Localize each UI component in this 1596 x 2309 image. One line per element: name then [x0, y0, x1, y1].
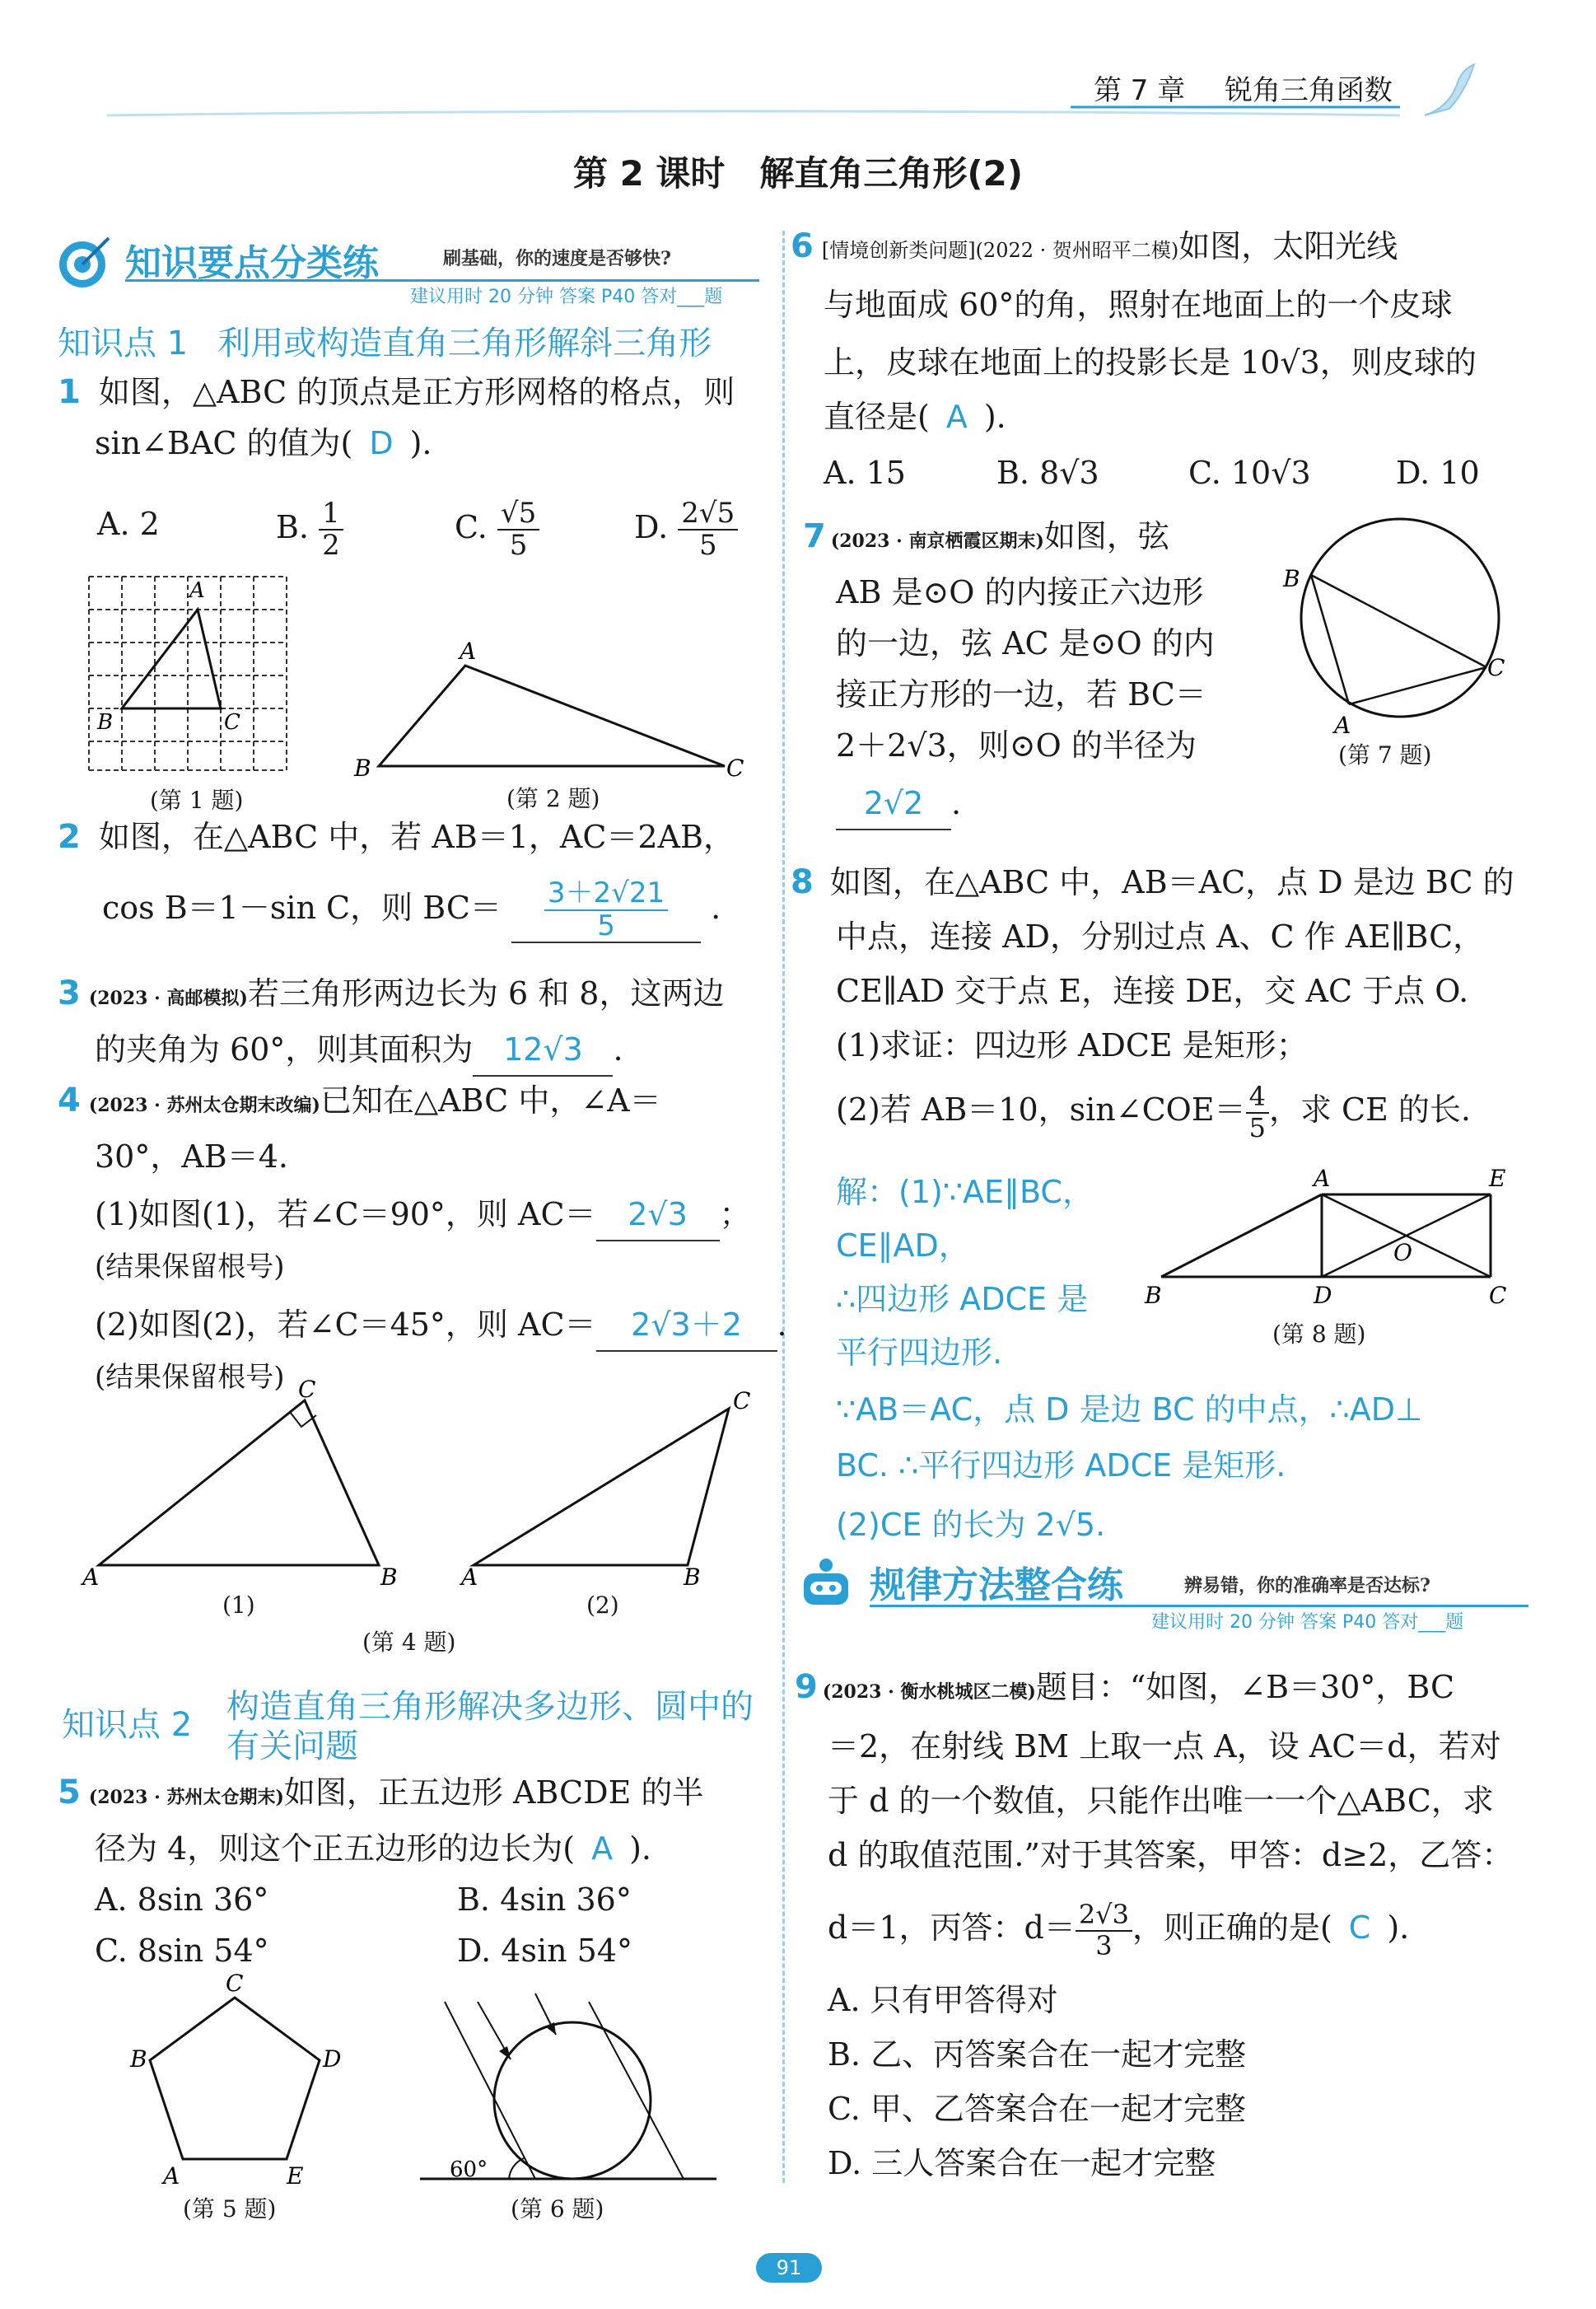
- figure-7-circle-chords: [1260, 511, 1532, 741]
- figure-2-caption: (第 2 题): [506, 785, 600, 812]
- q4-part1-answer: 2√3: [596, 1189, 720, 1241]
- svg-text:E: E: [287, 2162, 304, 2190]
- figure-6-caption: (第 6 题): [511, 2195, 604, 2223]
- figure-4-label-1: (1): [222, 1592, 255, 1619]
- figure-4-label-2: (2): [586, 1592, 619, 1619]
- q6-option-a: A. 15: [824, 455, 906, 491]
- svg-text:B: B: [130, 2045, 147, 2073]
- q5-option-c: C. 8sin 54°: [95, 1933, 269, 1969]
- q9-option-b: B. 乙、丙答案合在一起才完整: [828, 2036, 1247, 2073]
- figure-7-caption: (第 7 题): [1338, 741, 1432, 769]
- svg-text:D: D: [323, 2045, 342, 2073]
- figure-2-triangle: [346, 634, 758, 783]
- figure-8-rectangle: [1145, 1165, 1515, 1318]
- svg-text:B: B: [97, 710, 114, 735]
- q7-answer: 2√2: [836, 778, 951, 830]
- header-bar: [0, 49, 1596, 132]
- page-number: 91: [756, 2253, 822, 2283]
- section-header-basic: [56, 227, 764, 317]
- knowledge-point-2: 知识点 2 构造直角三角形解决多边形、圆中的 有关问题: [62, 1680, 770, 1755]
- column-divider: [782, 231, 785, 2183]
- section-meta-basic: 建议用时 20 分钟 答案 P40 答对___题: [410, 287, 723, 307]
- question-4: 4 (2023 · 苏州太仓期末改编)已知在△ABC 中，∠A＝ 30°，AB＝4. (1)如图(1)，若∠C＝90°，则 AC＝ 2√3 ； (结果保留根号) (2)如图(2)，若∠C＝45°，则 AC＝ 2√3＋2 . (结果保留根号): [58, 1082, 787, 1394]
- question-1: 1 如图，△ABC 的顶点是正方形网格的格点，则 sin∠BAC 的值为( D ). A. 2 B. $\frac{1}{2}$ C. $\frac{√5}{5}$ D. $\frac{2√5}{5}$: [58, 367, 766, 564]
- q9-option-c: C. 甲、乙答案合在一起才完整: [828, 2091, 1246, 2127]
- knowledge-point-2-title-line2: 有关问题: [226, 1727, 358, 1765]
- section-title-basic: 知识要点分类练: [125, 242, 379, 284]
- target-icon: [56, 235, 114, 292]
- question-3: 3 (2023 · 高邮模拟)若三角形两边长为 6 和 8，这两边 的夹角为 60°，则其面积为 12√3 .: [58, 968, 766, 1077]
- section-title-method: 规律方法整合练: [870, 1564, 1123, 1606]
- svg-text:C: C: [226, 1970, 244, 1997]
- figure-6-angle-label: 60°: [450, 2157, 488, 2182]
- svg-text:C: C: [224, 710, 240, 735]
- q1-option-a: A. 2: [97, 506, 160, 542]
- svg-text:E: E: [1489, 1165, 1506, 1192]
- q1-option-b: B. $\frac{1}{2}$: [276, 498, 343, 562]
- robot-icon: [797, 1555, 855, 1613]
- svg-text:B: B: [1283, 565, 1300, 592]
- svg-text:B: B: [684, 1563, 701, 1591]
- q9-answer: C: [1348, 1909, 1371, 1946]
- svg-text:A: A: [163, 2162, 180, 2190]
- section-meta-method: 建议用时 20 分钟 答案 P40 答对___题: [1151, 1612, 1464, 1633]
- q6-option-b: B. 8√3: [996, 455, 1099, 491]
- svg-text:A: A: [460, 638, 477, 665]
- question-7: 7 (2023 · 南京栖霞区期末)如图，弦 AB 是⊙O 的内接正六边形 的一边，弦 AC 是⊙O 的内 接正方形的一边，若 BC＝ 2＋2√3，则⊙O 的半径为 2√2 .: [803, 511, 1297, 830]
- chapter-title: 锐角三角函数: [1224, 74, 1393, 107]
- q1-answer: D: [369, 425, 394, 461]
- section-slogan-basic: 刷基础，你的速度是否够快?: [443, 248, 671, 269]
- svg-text:A: A: [461, 1563, 478, 1591]
- figure-5-pentagon: [124, 1970, 354, 2190]
- q6-option-c: C. 10√3: [1188, 455, 1311, 491]
- svg-text:C: C: [726, 755, 744, 782]
- q1-option-d: D. $\frac{2√5}{5}$: [634, 498, 738, 562]
- q9-option-a: A. 只有甲答得对: [828, 1982, 1058, 2018]
- question-5: 5 (2023 · 苏州太仓期末)如图，正五边形 ABCDE 的半 径为 4，则这个正五边形的边长为( A ). A. 8sin 36° B. 4sin 36° C. 8sin 54° D. 4sin 54°: [58, 1767, 766, 1976]
- svg-text:A: A: [82, 1563, 100, 1591]
- svg-text:C: C: [298, 1376, 316, 1403]
- figure-4-triangles: [74, 1376, 766, 1598]
- figure-1-caption: (第 1 题): [150, 787, 244, 814]
- q9-option-d: D. 三人答案合在一起才完整: [828, 2145, 1216, 2181]
- q2-answer-numerator: 3＋2√21: [544, 878, 668, 910]
- svg-text:C: C: [1487, 654, 1505, 681]
- figure-1-grid-triangle: [82, 573, 296, 778]
- figure-4-caption: (第 4 题): [362, 1629, 456, 1656]
- knowledge-point-1: 知识点 1 利用或构造直角三角形解斜三角形: [58, 325, 712, 362]
- q6-answer: A: [945, 399, 968, 435]
- svg-text:O: O: [1393, 1239, 1412, 1266]
- svg-text:A: A: [1334, 712, 1351, 739]
- section-header-method: [797, 1549, 1538, 1639]
- q9-source: (2023 · 衡水桃城区二模): [822, 1681, 1036, 1703]
- q5-option-b: B. 4sin 36°: [457, 1881, 632, 1918]
- q2-answer-denominator: 5: [597, 909, 615, 942]
- q5-option-a: A. 8sin 36°: [95, 1881, 269, 1918]
- figure-8-caption: (第 8 题): [1272, 1320, 1366, 1348]
- page-title: 第 2 课时 解直角三角形(2): [572, 153, 1024, 194]
- q6-option-d: D. 10: [1396, 455, 1480, 491]
- svg-text:D: D: [1314, 1282, 1332, 1309]
- svg-text:A: A: [1314, 1165, 1331, 1192]
- svg-text:C: C: [1489, 1282, 1507, 1309]
- q3-source: (2023 · 高邮模拟): [88, 988, 248, 1009]
- question-9: 9 (2023 · 衡水桃城区二模)题目：“如图，∠B＝30°，BC ＝2，在射线 BM 上取一点 A，设 AC＝d，若对 于 d 的一个数值，只能作出唯一一个△ABC，求 d 的取值范围.”对于其答案，甲答：d≥2，乙答： d＝1，丙答：d＝ $\frac{2√3}{3}$ ，则正确的是( C ). A. 只有甲答得对 B. 乙、丙答案合在一起才完整 C. 甲、乙答案合在一起才完整 D. 三人答案合在一起才完整: [795, 1660, 1552, 2190]
- q1-option-c: C. $\frac{√5}{5}$: [455, 498, 539, 562]
- q5-source: (2023 · 苏州太仓期末): [88, 1787, 284, 1808]
- svg-text:A: A: [189, 578, 205, 603]
- question-6: 6 [情境创新类问题](2022 · 贺州昭平二模)如图，太阳光线 与地面成 60°的角，照射在地面上的一个皮球 上，皮球在地面上的投影长是 10√3，则皮球的 直径是( A ). A. 15 B. 8√3 C. 10√3 D. 10: [791, 221, 1548, 502]
- figure-5-caption: (第 5 题): [183, 2195, 277, 2223]
- knowledge-point-2-title-line1: 构造直角三角形解决多边形、圆中的: [226, 1688, 754, 1726]
- section-slogan-method: 辨易错，你的准确率是否达标?: [1184, 1575, 1430, 1596]
- knowledge-point-1-title: 利用或构造直角三角形解斜三角形: [217, 325, 712, 362]
- question-8: 8 如图，在△ABC 中，AB＝AC，点 D 是边 BC 的 中点，连接 AD，分别过点 A、C 作 AE∥BC， CE∥AD 交于点 E，连接 DE，交 AC 于点 O. (1)求证：四边形 ADCE 是矩形； (2)若 AB＝10，sin∠COE＝ $\frac{4}{5}$ ，求 CE 的长.: [791, 863, 1514, 1143]
- svg-text:B: B: [1145, 1282, 1162, 1309]
- q4-part2-answer: 2√3＋2: [596, 1299, 777, 1352]
- q5-option-d: D. 4sin 54°: [457, 1933, 633, 1969]
- q8-solution: 解：(1)∵AE∥BC， CE∥AD， ∴四边形 ADCE 是 平行四边形. ∵AB＝AC，点 D 是边 BC 的中点，∴AD⊥ BC. ∴平行四边形 ADCE 是矩形. (2)CE 的长为 2√5.: [836, 1174, 1423, 1543]
- svg-text:B: B: [380, 1563, 398, 1591]
- swirl-logo-icon: [1416, 58, 1482, 124]
- figure-6-ball-shadow: [412, 1993, 725, 2199]
- q7-source: (2023 · 南京栖霞区期末): [830, 531, 1044, 552]
- q6-source: [情境创新类问题](2022 · 贺州昭平二模): [821, 239, 1179, 262]
- question-2: 2 如图，在△ABC 中，若 AB＝1，AC＝2AB， cos B＝1－sin C，则 BC＝ $\frac{3+2√21}{5}$ .: [58, 818, 735, 942]
- svg-text:B: B: [354, 755, 371, 782]
- svg-text:C: C: [733, 1387, 751, 1414]
- chapter-number: 第 7 章: [1094, 74, 1186, 107]
- q5-answer: A: [591, 1830, 614, 1867]
- q4-source: (2023 · 苏州太仓期末改编): [88, 1095, 320, 1116]
- q3-answer: 12√3: [473, 1024, 613, 1077]
